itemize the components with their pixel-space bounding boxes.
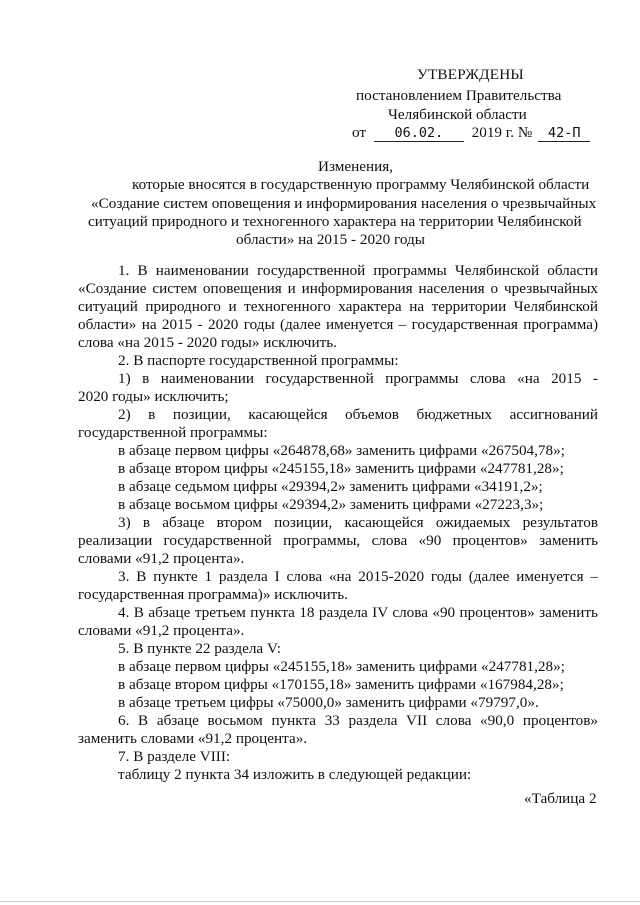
heading-line-2: которые вносятся в государственную программу Челябинской области [132, 176, 590, 193]
p4-line-1: 4. В абзаце третьем пункта 18 раздела IV слова «90 процентов» заменить [118, 604, 598, 621]
p5-item-a: в абзаце первом цифры «245155,18» заменить цифрами «247781,28»; [118, 658, 565, 675]
p2-2-item-b: в абзаце втором цифры «245155,18» заменить цифрами «247781,28»; [118, 460, 564, 477]
table-reference: «Таблица 2 [524, 790, 597, 807]
p5-heading: 5. В пункте 22 раздела V: [118, 640, 282, 657]
p1-line-3: ситуаций природного и техногенного характера на территории Челябинской [78, 298, 598, 315]
p1-line-2: «Создание систем оповещения и информирования населения о чрезвычайных [78, 280, 598, 297]
p2-3-line-3: словами «91,2 процента». [78, 550, 245, 567]
heading-line-1: Изменения, [318, 158, 394, 175]
p5-item-b: в абзаце втором цифры «170155,18» заменить цифрами «167984,28»; [118, 676, 564, 693]
approval-line-1: постановлением Правительства [356, 87, 562, 104]
approval-number: 42-П [538, 126, 590, 142]
p2-heading: 2. В паспорте государственной программы: [118, 352, 399, 369]
p2-2-item-a: в абзаце первом цифры «264878,68» заменить цифрами «267504,78»; [118, 442, 565, 459]
p1-line-5: слова «на 2015 - 2020 годы» исключить. [78, 334, 337, 351]
approval-line-2: Челябинской области [388, 106, 527, 123]
p1-line-1: 1. В наименовании государственной программы Челябинской области [118, 262, 598, 279]
year-text: 2019 г. № [471, 124, 533, 141]
p6-line-2: заменить словами «91,2 процента». [78, 730, 308, 747]
p2-2-item-c: в абзаце седьмом цифры «29394,2» заменить цифрами «34191,2»; [118, 478, 543, 495]
p1-line-4: области» на 2015 - 2020 годы (далее именуется – государственная программа) [78, 316, 598, 333]
p7-item-a: таблицу 2 пункта 34 изложить в следующей редакции: [118, 766, 472, 783]
heading-line-3: «Создание систем оповещения и информирования населения о чрезвычайных [91, 195, 597, 212]
page-bottom-edge [0, 901, 640, 902]
p2-1-line-1: 1) в наименовании государственной программы слова «на 2015 - [118, 370, 598, 387]
p5-item-c: в абзаце третьем цифры «75000,0» заменить цифрами «79797,0». [118, 694, 539, 711]
p7-heading: 7. В разделе VIII: [118, 748, 231, 765]
heading-line-5: области» на 2015 - 2020 годы [236, 231, 425, 248]
from-prefix: от [352, 124, 367, 141]
p4-line-2: словами «91,2 процента». [78, 622, 245, 639]
p2-2-item-d: в абзаце восьмом цифры «29394,2» заменить цифрами «27223,3»; [118, 496, 544, 513]
heading-line-4: ситуаций природного и техногенного характера на территории Челябинской [88, 213, 582, 230]
p6-line-1: 6. В абзаце восьмом пункта 33 раздела VII слова «90,0 процентов» [118, 712, 598, 729]
p2-1-line-2: 2020 годы» исключить; [78, 388, 229, 405]
p3-line-1: 3. В пункте 1 раздела I слова «на 2015-2020 годы (далее именуется – [118, 568, 598, 585]
approval-date: 06.02. [374, 126, 464, 142]
p2-3-line-1: 3) в абзаце втором позиции, касающейся ожидаемых результатов [118, 514, 598, 531]
approval-title: УТВЕРЖДЕНЫ [417, 66, 524, 83]
p2-2-line-2: государственной программы: [78, 424, 268, 441]
p3-line-2: государственная программа)» исключить. [78, 586, 348, 603]
p2-3-line-2: реализации государственной программы, слова «90 процентов» заменить [78, 532, 598, 549]
p2-2-line-1: 2) в позиции, касающейся объемов бюджетных ассигнований [118, 406, 598, 423]
approval-date-line [352, 124, 590, 142]
